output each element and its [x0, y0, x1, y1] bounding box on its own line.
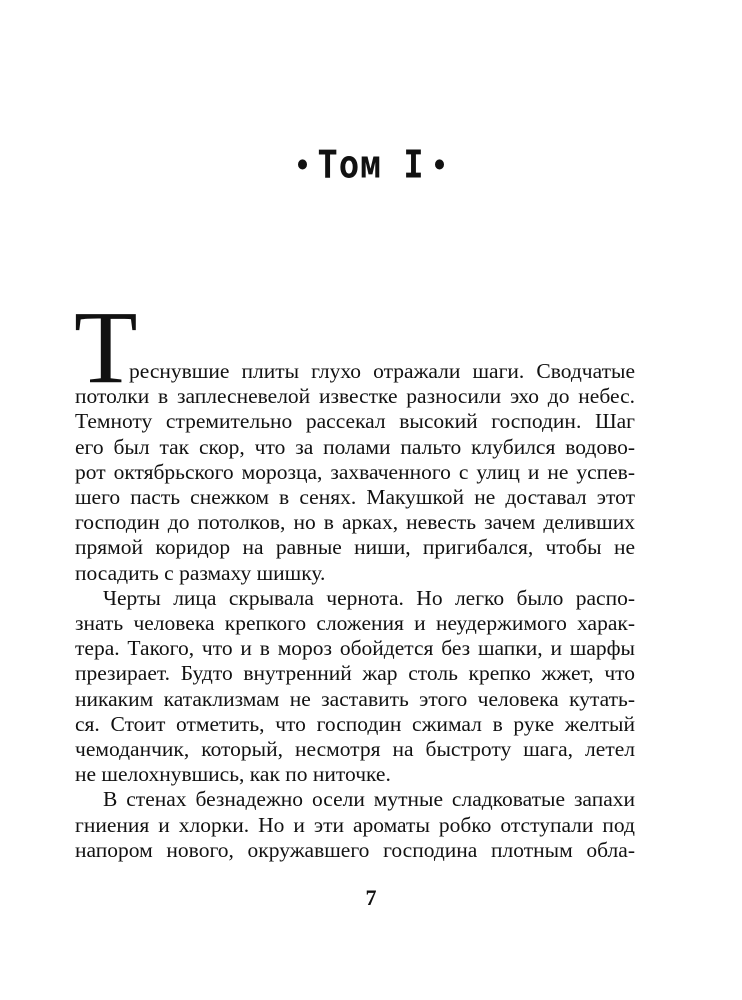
- text-line: Черты лица скрывала чернота. Но легко было распо-: [103, 585, 635, 610]
- body-text: [75, 359, 635, 863]
- text-line: посадить с размаху шишку.: [75, 560, 326, 585]
- text-line: рот октябрьского морозца, захваченного с улиц и не успев-: [75, 459, 635, 484]
- volume-heading: [0, 140, 742, 189]
- volume-title: Том I: [317, 142, 425, 188]
- text-line: ся. Стоит отметить, что господин сжимал в руке желтый: [75, 711, 635, 736]
- text-line: презирает. Будто внутренний жар столь крепко жжет, что: [75, 661, 635, 686]
- text-line: прямой коридор на равные ниши, пригибался, чтобы не: [75, 535, 635, 560]
- text-line: его был так скор, что за полами пальто клубился водово-: [75, 434, 635, 459]
- text-line: знать человека крепкого сложения и неудержимого харак-: [75, 611, 635, 636]
- text-line: гниения и хлорки. Но и эти ароматы робко отступали под: [75, 812, 635, 837]
- text-line: чемоданчик, который, несмотря на быстроту шага, летел: [75, 737, 635, 762]
- text-line: потолки в заплесневелой известке разносили эхо до небес.: [75, 384, 635, 409]
- text-line: никаким катаклизмам не заставить этого человека кутать-: [75, 686, 635, 711]
- text-line: тера. Такого, что и в мороз обойдется без шапки, и шарфы: [75, 636, 635, 661]
- text-line: шего пасть снежком в сенях. Макушкой не доставал этот: [75, 485, 635, 510]
- bullet-right-icon: [435, 159, 444, 169]
- drop-cap: Т: [74, 290, 138, 405]
- text-line: реснувшие плиты глухо отражали шаги. Сводчатые: [129, 359, 635, 383]
- text-line: В стенах безнадежно осели мутные сладковатые запахи: [103, 787, 635, 812]
- text-line: напором нового, окружавшего господина плотным обла-: [75, 837, 635, 862]
- text-line: господин до потолков, но в арках, невесть зачем деливших: [75, 510, 635, 535]
- text-line: Темноту стремительно рассекал высокий господин. Шаг: [75, 409, 635, 434]
- page-number: 7: [365, 885, 377, 910]
- bullet-left-icon: [298, 159, 307, 169]
- text-line: не шелохнувшись, как по ниточке.: [75, 762, 391, 787]
